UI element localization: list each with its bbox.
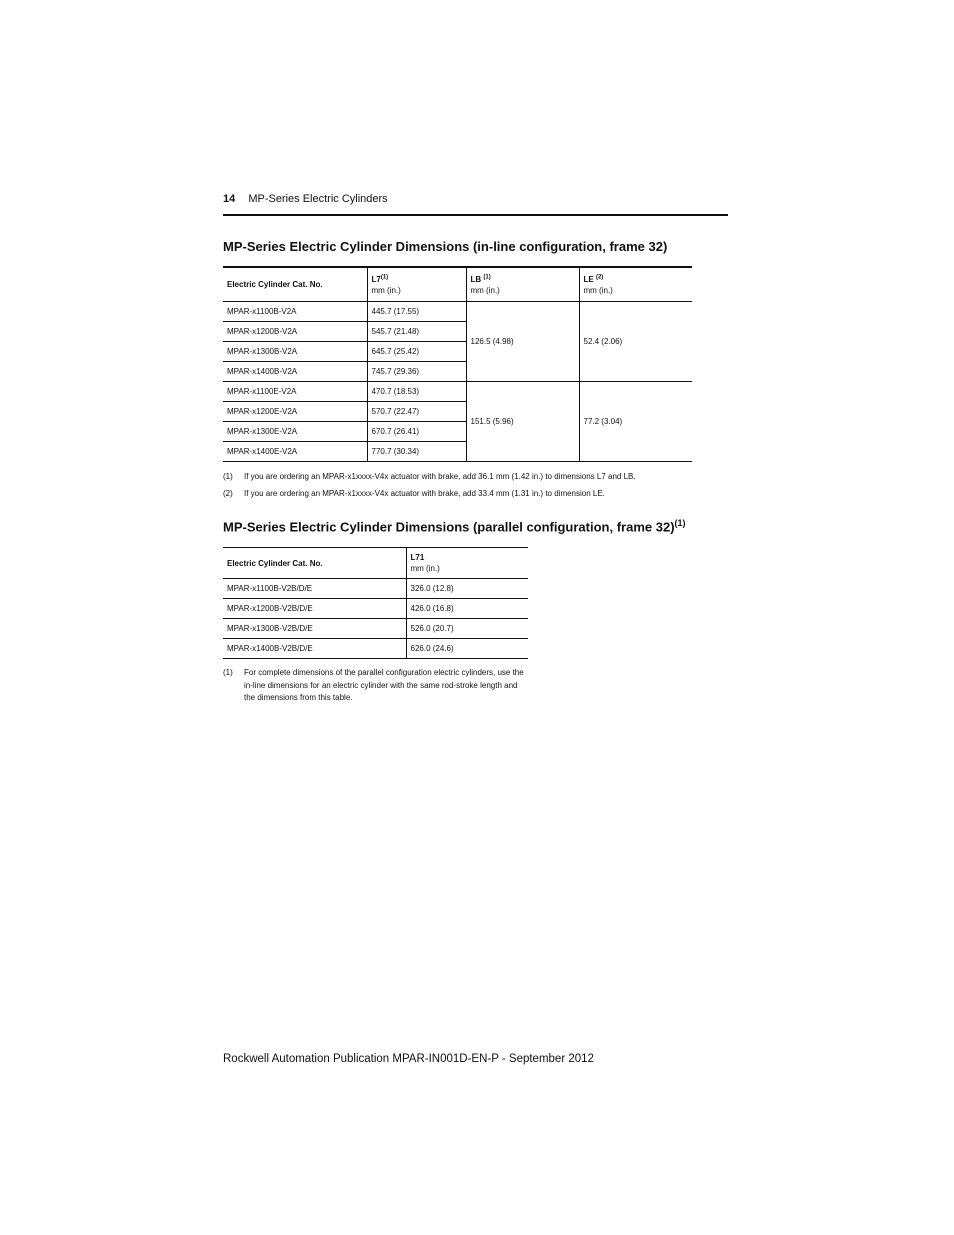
col-label: L7 (371, 274, 381, 284)
l7-cell: 445.7 (17.55) (367, 301, 466, 321)
footnote-text: If you are ordering an MPAR-x1xxxx-V4x actuator with brake, add 36.1 mm (1.42 in.) to dimensions L7 and LB. (244, 472, 636, 481)
footnote-text: If you are ordering an MPAR-x1xxxx-V4x actuator with brake, add 33.4 mm (1.31 in.) to dimension LE. (244, 489, 605, 498)
col-label: LE (583, 274, 596, 284)
table-header-row (223, 548, 528, 579)
table-header-row (223, 267, 692, 301)
col-header-l7 (367, 267, 466, 301)
col-unit: mm (in.) (470, 285, 500, 295)
col-label: Electric Cylinder Cat. No. (227, 279, 323, 289)
col-header-lb (466, 267, 579, 301)
footnote-text: For complete dimensions of the parallel configuration electric cylinders, use the in-line dimensions for an electric cylinder with the same rod-stroke length and the dimensions from this table. (244, 668, 524, 702)
cat-no-cell: MPAR-x1300B-V2B/D/E (223, 619, 406, 639)
footnote-ref: (2) (595, 273, 604, 280)
le-cell: 77.2 (3.04) (579, 381, 692, 461)
lb-cell: 126.5 (4.98) (466, 301, 579, 381)
col-header-l71 (406, 548, 528, 579)
cat-no-cell: MPAR-x1400B-V2B/D/E (223, 639, 406, 659)
col-unit: mm (in.) (371, 285, 401, 295)
col-label: L71 (410, 553, 425, 562)
l7-cell: 570.7 (22.47) (367, 401, 466, 421)
footnote-ref: (1) (380, 273, 389, 280)
l71-cell: 526.0 (20.7) (406, 619, 528, 639)
cat-no-cell: MPAR-x1400E-V2A (223, 441, 367, 461)
l71-cell: 426.0 (16.8) (406, 599, 528, 619)
l71-cell: 326.0 (12.8) (406, 579, 528, 599)
page-number: 14 (223, 193, 236, 205)
footnote-ref: (1) (483, 273, 491, 280)
cat-no-cell: MPAR-x1200E-V2A (223, 401, 367, 421)
table-row (223, 381, 692, 401)
cat-no-cell: MPAR-x1100B-V2A (223, 301, 367, 321)
footnote-number: (1) (223, 472, 233, 481)
l7-cell: 545.7 (21.48) (367, 321, 466, 341)
table-row (223, 301, 692, 321)
parallel-dimensions-table (223, 547, 528, 659)
lb-cell: 151.5 (5.96) (466, 381, 579, 461)
cat-no-cell: MPAR-x1200B-V2B/D/E (223, 599, 406, 619)
table2-title-text: MP-Series Electric Cylinder Dimensions (parallel configuration, frame 32) (223, 519, 675, 535)
inline-dimensions-table (223, 266, 692, 462)
footnote-ref: (1) (674, 518, 686, 528)
header-rule (223, 214, 728, 216)
table-row (223, 619, 528, 639)
footnote-number: (2) (223, 489, 233, 498)
l7-cell: 670.7 (26.41) (367, 421, 466, 441)
cat-no-cell: MPAR-x1100E-V2A (223, 381, 367, 401)
col-label: LB (470, 274, 484, 284)
page-footer: Rockwell Automation Publication MPAR-IN001D-EN-P - September 2012 (223, 1053, 594, 1065)
le-cell: 52.4 (2.06) (579, 301, 692, 381)
l7-cell: 745.7 (29.36) (367, 361, 466, 381)
table-row (223, 599, 528, 619)
footnote-number: (1) (223, 668, 233, 677)
col-unit: mm (in.) (583, 285, 613, 295)
table1-title: MP-Series Electric Cylinder Dimensions (in-line configuration, frame 32) (223, 239, 668, 254)
cat-no-cell: MPAR-x1300B-V2A (223, 341, 367, 361)
col-header-cat-no (223, 267, 367, 301)
cat-no-cell: MPAR-x1400B-V2A (223, 361, 367, 381)
l7-cell: 770.7 (30.34) (367, 441, 466, 461)
l7-cell: 645.7 (25.42) (367, 341, 466, 361)
col-header-cat-no: Electric Cylinder Cat. No. (223, 548, 406, 579)
cat-no-cell: MPAR-x1200B-V2A (223, 321, 367, 341)
table-row (223, 639, 528, 659)
cat-no-cell: MPAR-x1300E-V2A (223, 421, 367, 441)
page-header (223, 193, 388, 205)
table2-title (223, 518, 686, 534)
l71-cell: 626.0 (24.6) (406, 639, 528, 659)
l7-cell: 470.7 (18.53) (367, 381, 466, 401)
cat-no-cell: MPAR-x1100B-V2B/D/E (223, 579, 406, 599)
table-row (223, 579, 528, 599)
col-header-le (579, 267, 692, 301)
section-title: MP-Series Electric Cylinders (248, 193, 388, 205)
col-unit: mm (in.) (410, 564, 440, 573)
